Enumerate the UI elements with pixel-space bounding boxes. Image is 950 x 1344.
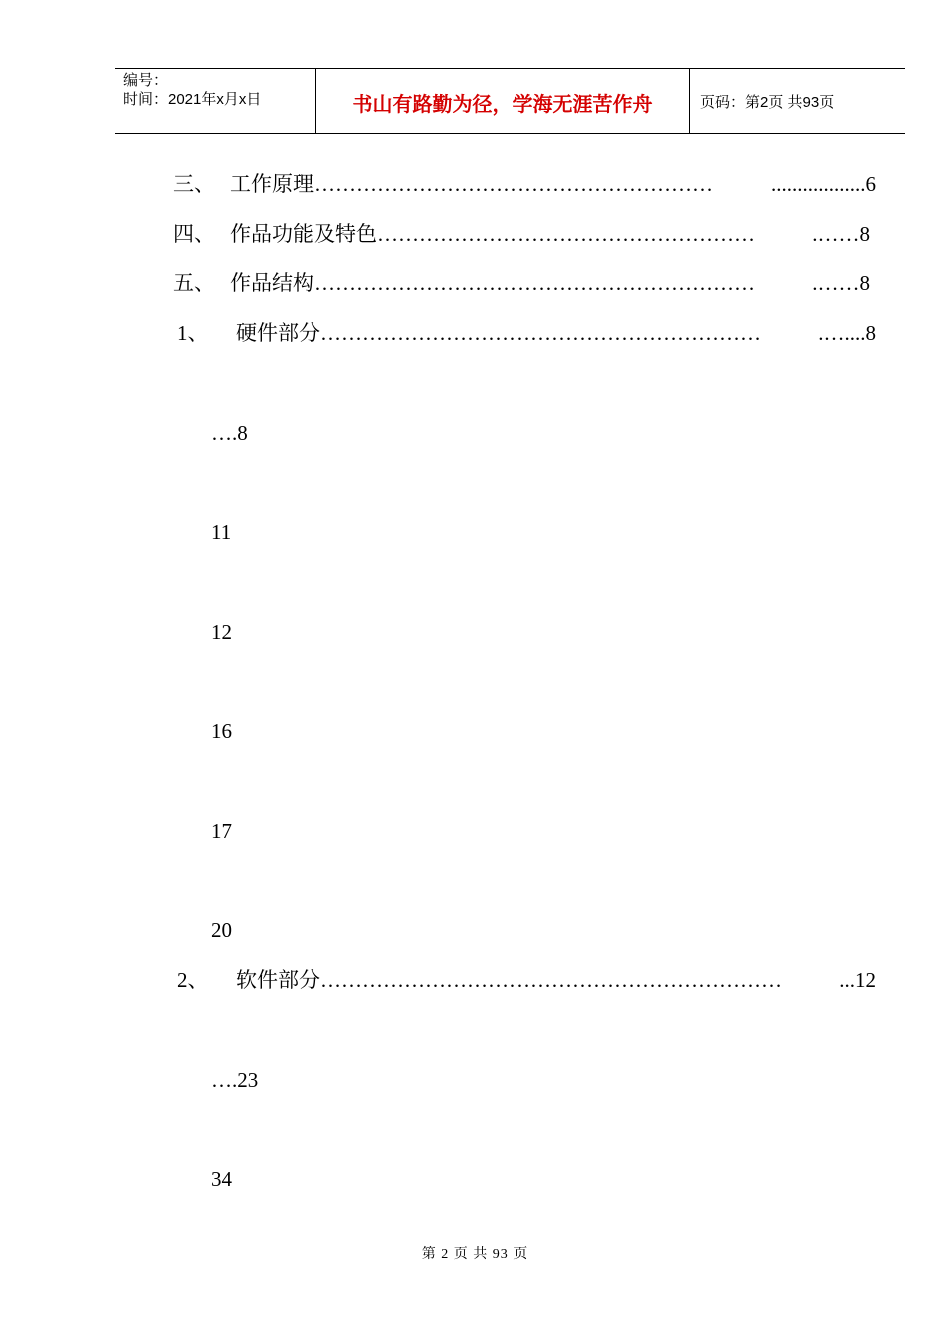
toc-entry-number: 1、 xyxy=(177,321,209,345)
toc-entry-title: 作品功能及特色……………………………………………… xyxy=(230,222,755,246)
toc-entry-page: .……8 xyxy=(812,271,870,295)
doc-number-label: 编号： xyxy=(123,72,169,89)
toc-entry-title: 作品结构……………………………………………………… xyxy=(230,271,755,295)
document-header xyxy=(115,68,905,134)
toc-entry-title: 工作原理………………………………………………… xyxy=(230,172,713,196)
toc-entry-number: 四、 xyxy=(173,222,215,246)
header-page-cell xyxy=(690,69,905,133)
toc-entry-continuation: 11 xyxy=(211,520,232,544)
toc-entry-page: .……8 xyxy=(812,222,870,246)
header-meta-cell xyxy=(115,69,316,133)
toc-entry-continuation: 34 xyxy=(211,1167,232,1191)
toc-entry-continuation: 20 xyxy=(211,918,232,942)
toc-entry-page: ...12 xyxy=(839,968,876,992)
toc-entry-number: 五、 xyxy=(173,271,215,295)
toc-entry-title: 软件部分………………………………………………………… xyxy=(236,968,782,992)
doc-time-label: 时间：2021年x月x日 xyxy=(123,91,262,108)
toc-entry-continuation: 12 xyxy=(211,620,232,644)
header-page-info: 页码：第2页 共93页 xyxy=(700,94,835,111)
page-footer: 第 2 页 共 93 页 xyxy=(421,1247,529,1262)
toc-entry-page: ..................6 xyxy=(771,172,876,196)
header-motto-cell xyxy=(316,69,690,133)
toc-entry-number: 三、 xyxy=(173,172,215,196)
toc-entry-continuation: ….23 xyxy=(211,1068,259,1092)
header-motto: 书山有路勤为径，学海无涯苦作舟 xyxy=(352,92,653,116)
toc-entry-title: 硬件部分……………………………………………………… xyxy=(236,321,761,345)
toc-entry-continuation: 16 xyxy=(211,719,232,743)
toc-entry-number: 2、 xyxy=(177,968,209,992)
toc-entry-continuation: 17 xyxy=(211,819,232,843)
toc-entry-page: .…....8 xyxy=(818,321,876,345)
toc-entry-continuation: ….8 xyxy=(211,421,248,445)
